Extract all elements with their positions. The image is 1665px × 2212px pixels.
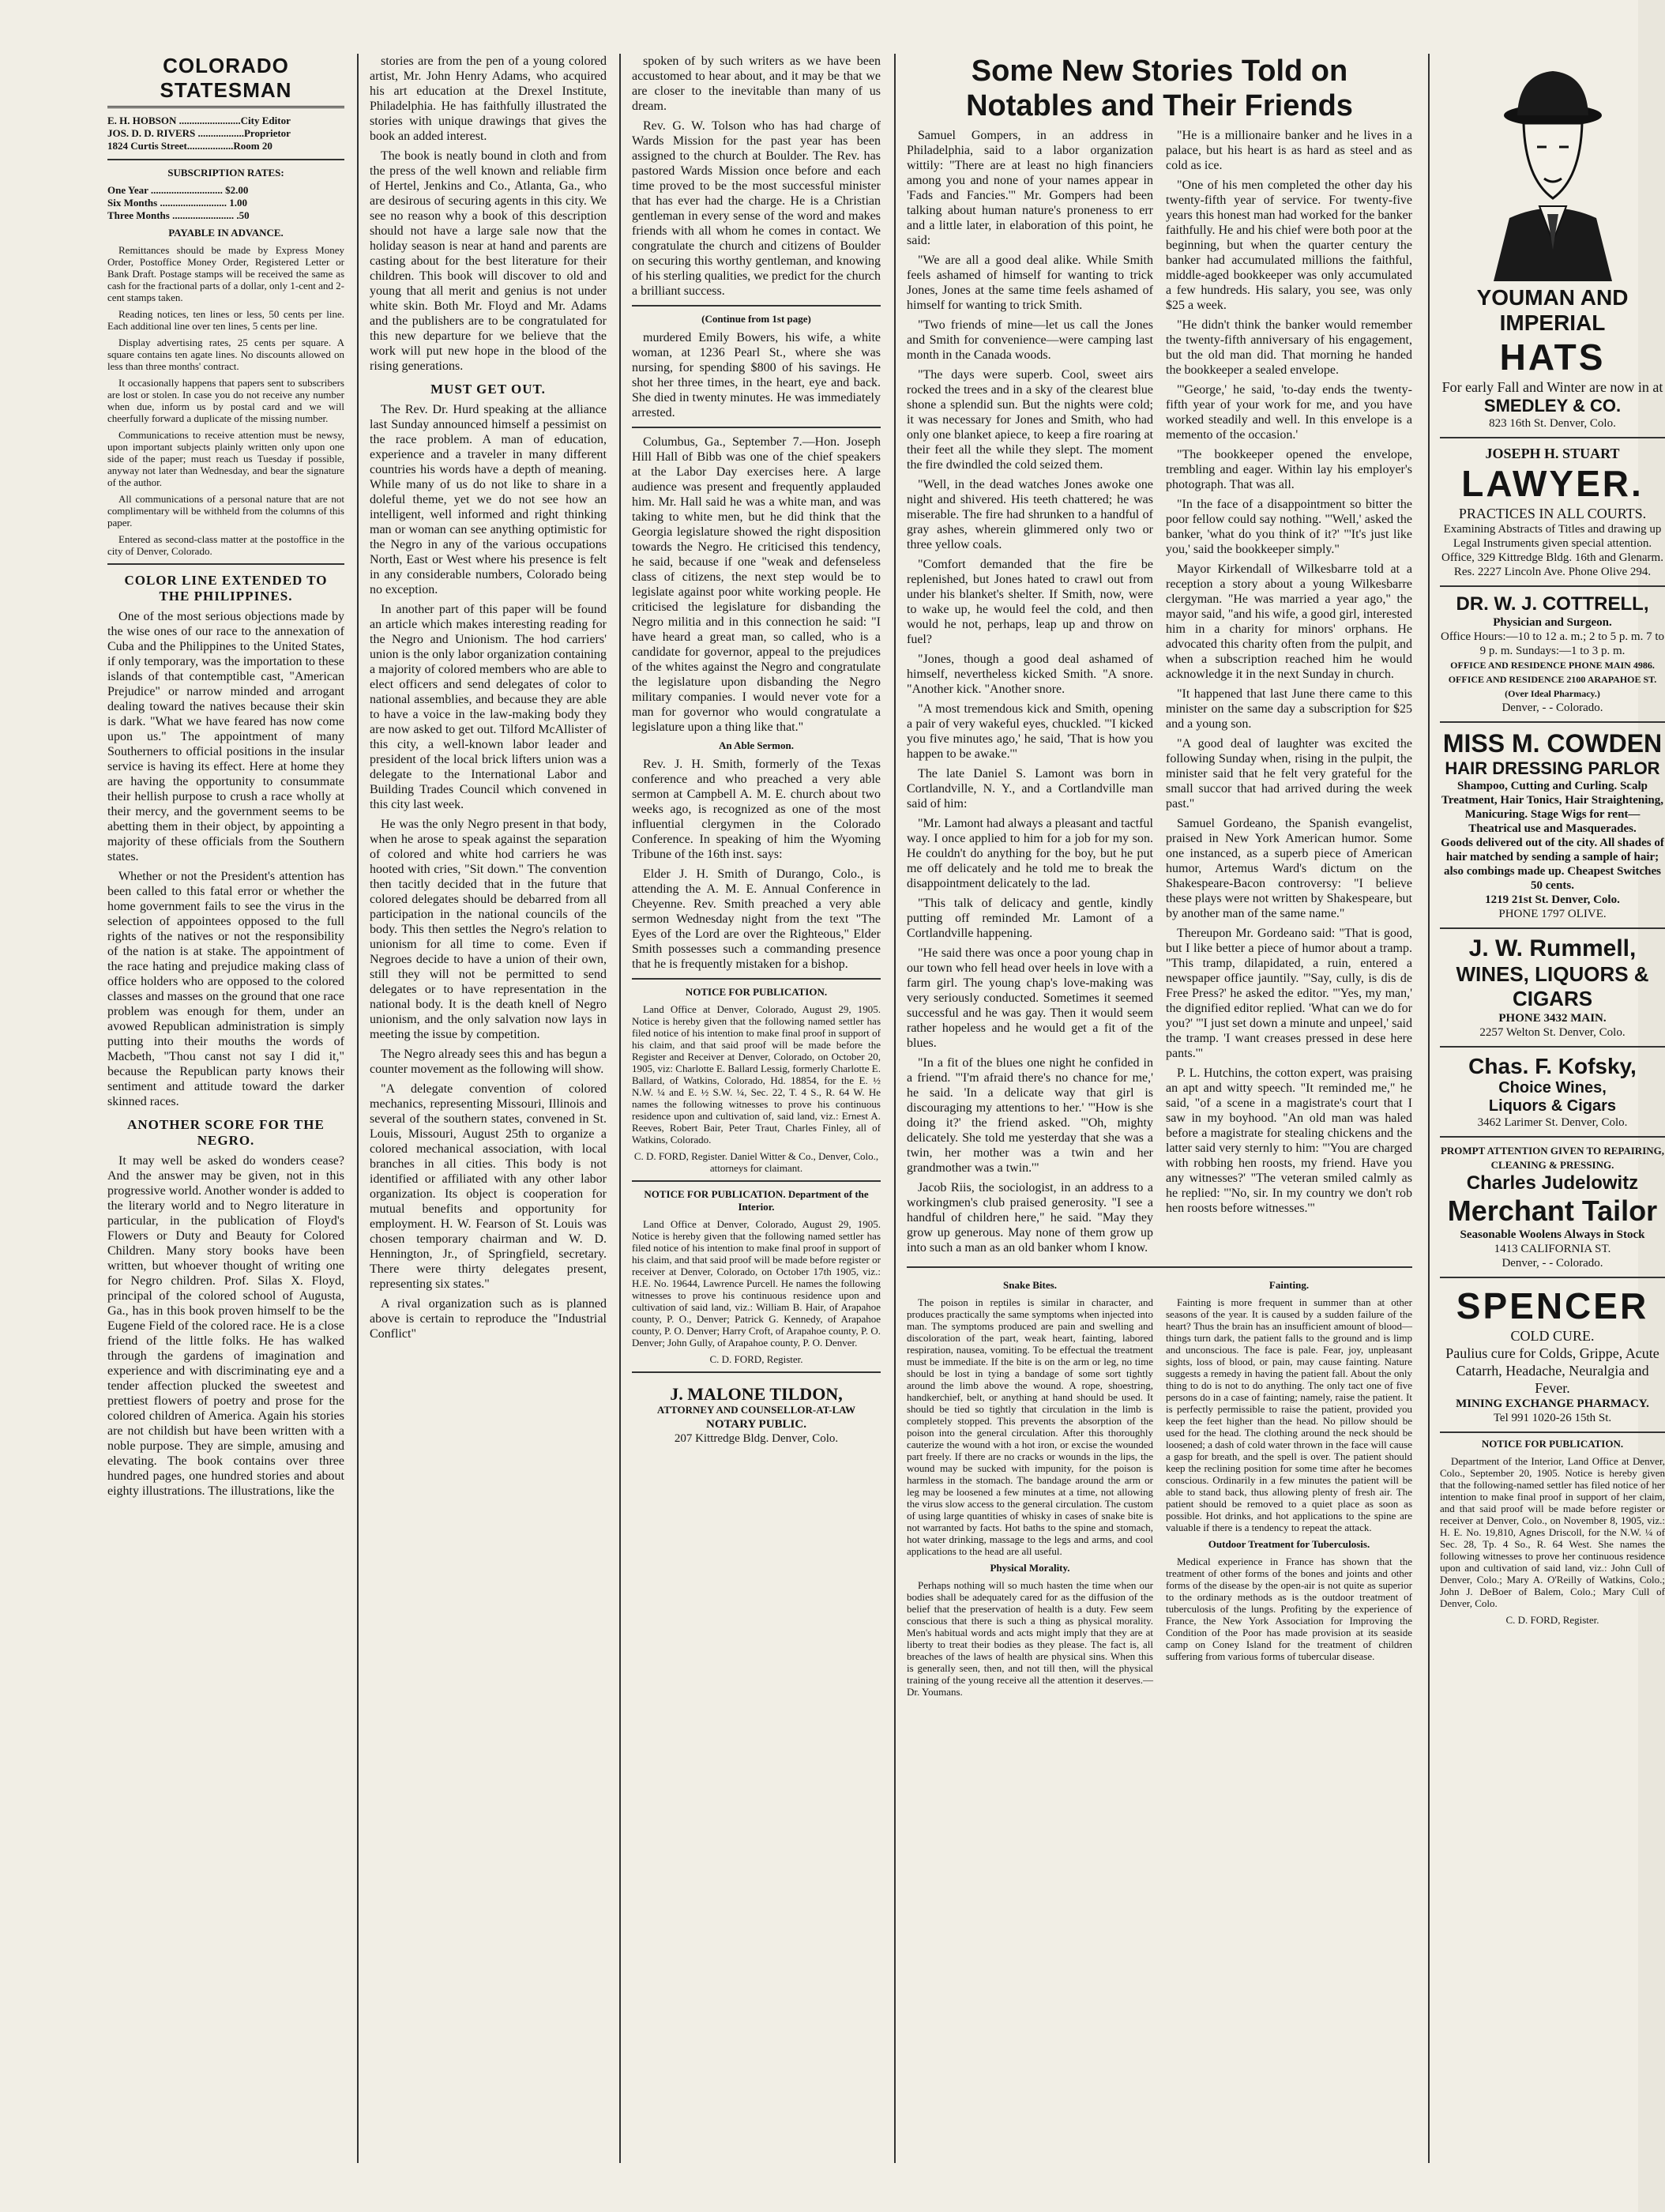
ad-text: Physician and Surgeon. [1493,616,1612,629]
continued-note: (Continue from 1st page) [701,313,811,325]
story-paragraph: "He is a millionaire banker and he lives in a palace, but his heart is as hard as steel and as cold as ice. [1166,129,1412,172]
ad-text: COLD CURE. [1510,1328,1595,1344]
liquor-ad [1440,1048,1665,1138]
article-paragraph: The poison in reptiles is similar in character, and produces practically the same symptoms when injected into man. The symptoms produced are pain and swelling and discoloration of the part, weak heart, fainting, labored respiration, nausea, vomiting. To be effectual the treatment must be immediate. If the bite is on the arm or leg, no time should be lost in tying a bandage of some sort tightly around the limb above the wound. A rope, shoestring, handkerchief, belt, or anything at hand should be used. It should be tied so tightly that circulation in the limb is completely stopped. This prevents the absorption of the poison into the general circulation. After this thoroughly cauterize the wound with a hot iron, or excise the wounded part freely. If there are no cracks or wounds in the lips, the wound may be sucked with impunity, for the poison is harmless in the stomach. The bandage around the arm or leg may be loosened a few minutes at a time, not allowing the virus slow access to the general circulation. The custom of using large quantities of whisky in cases of snake bite is not warranted by facts. Hot baths to the spine and stomach, hot water drinking, massage to the legs and arms, and cool applications to the head are all useful. [907,1296,1153,1557]
story-paragraph: Mayor Kirkendall of Wilkesbarre told at a reception a story about a young Wilkesbarre clergyman. "He was married a year ago," the mayor said, "and his wife, a good girl, interested him in a charity for minors' orphans. He advocated this charity often from the pulpit, and when a subscription reached him he would acknowledge it in the next Sunday in church. [1166,562,1412,681]
tailor-ad [1440,1138,1665,1278]
article-paragraph: One of the most serious objections made by the wise ones of our race to the annexation of Cuba and the Philippines to the United States, if only temporary, was the importation to these islands of that contemptible cast, "American Prejudice" or narrow minded and arrogant dealing toward the natives because their skin is dark. "What we have feared has now come upon us." The appointment of many Southerners to official positions in the insular service is having its effect. Here at home they are having the opportunity to consummate their hellish purpose to crush a race wholly at their mercy, and the government seems to be abetting them in their object, by appointing a majority of these officials from the Southern states. [107,610,344,863]
notice-heading: NOTICE FOR PUBLICATION. [685,986,828,998]
article-paragraph: The book is neatly bound in cloth and from the press of the well known and reliable firm of Hertel, Jenkins and Co., Atlanta, Ga., who are desirous of securing agents in this city. We see no reason why a book of this description should not have a large sale now that the holiday season is near at hand and parents are casting about for the best literature for their children. This book will discover to old and young that all merit and genius is not under white skin. Both Mr. Floyd and Mr. Adams and the publishers are to be congratulated for this new departure for we believe that the work will put new hope in the blood of the rising generations. [370,149,607,373]
column-3 [632,54,881,1452]
article-paragraph: Fainting is more frequent in summer than at other seasons of the year. It is caused by a sudden failure of the heart? Thus the brain has an insufficient amount of blood—things turn dark, the patient falls to the ground and is limp and unconscious. The face is pale. Fear, joy, unpleasant sights, loss of blood, or pain, may cause fainting. Nature suggests a remedy in having the patient fall. About the only thing to do is not to do anything. The only tact one of five persons do in a case of fainting; namely, raise the patient. It is perfectly permissible to raise the patient, provided you keep the feet higher than the head. No pillow should be used for the head. The clothing around the neck should be loosened; a dash of cold water thrown in the face will cause a gasp for breath, and the spell is over. The patient should keep the reclining position for some time after he becomes conscious. Ordinarily in a few minutes the patient will be able to stand back, thus allowing plenty of fresh air. The patient should be removed to a quiet place as soon as possible. Hot drinks, and hot applications to the spine are valuable if there is a tendency to repeat the attack. [1166,1296,1412,1533]
article-paragraph: The Negro already sees this and has begun a counter movement as the following will show. [370,1048,607,1076]
story-paragraph: Jacob Riis, the sociologist, in an address to a workingmen's club praised generosity. "I see a handful of children here," he said. "May they grow up generous. May none of them grow up into such a man as an old banker whom I know. [907,1181,1153,1255]
divider [632,1180,881,1182]
notice-text: Remittances should be made by Express Money Order, Postoffice Money Order, Registered Letter or Bank Draft. Postage stamps will be received the same as cash for the fractional parts of a dollar, only 1-cent and 2-cent stamps taken. [107,244,344,303]
article-paragraph: Elder J. H. Smith of Durango, Colo., is attending the A. M. E. Annual Conference in Cheyenne. Rev. Smith preached a very able sermon Wednesday night from the text "The Eyes of the Lord are over the Righteous," Elder Smith possesses such a commanding presence that he is frequently mistaken for a bishop. [632,867,881,971]
feature-right [1166,128,1412,1260]
masthead-title: COLORADO STATESMAN [107,54,344,108]
article-paragraph: Columbus, Ga., September 7.—Hon. Joseph Hill Hall of Bibb was one of the chief speakers at the Labor Day exercises here. A large audience was present and frequently applauded him. Mr. Hall said he was a white man, and was taking to white men, but he did think that the Georgia legislature showed the right disposition towards the Negro. He criticised this tendency, he said, because if one "weak and defenseless class of citizens, the next step would be to legislate against poor white working people. He criticised the legislature for disbanding the Negro militia and in this connection he said: "I have heard a great man, so called, who is a candidate for governor, appeal to the prejudices of the whites against the Negro and congratulate the legislature upon disbanding the Negro military companies. I would never vote for a man for governor who would congratulate a legislature upon a thing like that." [632,435,881,734]
ad-heading: YOUMAN AND IMPERIAL [1476,285,1629,335]
feature-columns [907,128,1412,1260]
ad-address: Office, 329 Kittredge Bldg. 16th and Glenarm. Res. 2227 Lincoln Ave. Phone Olive 294. [1441,551,1663,578]
ad-text: Seasonable Woolens Always in Stock [1460,1228,1645,1241]
article-paragraph: The Rev. Dr. Hurd speaking at the alliance last Sunday announced himself a pessimist on the race problem. A man of education, experience and a traveler in many different countries his words have a depth of meaning. While many of us do not like to share in a doleful theme, yet we do not see how an intelligent, well informed and right thinking man or woman can see anything optimistic for the Negro in any of the various occupations North, East or West where his presence is felt in any considerable numbers, Colorado being no exception. [370,403,607,596]
story-paragraph: Samuel Gompers, in an address in Philadelphia, said to a labor organization wittily: "There are at least no high financiers among you and none of your names appear in 'Fads and Fancies.'" Mr. Gompers had been talking about human nature's proneness to err and a little later, in elaboration of this point, he said: [907,129,1153,247]
ad-text: Examining Abstracts of Titles and drawing up Legal Instruments given special attention. [1443,523,1662,550]
ad-heading-large: LAWYER. [1461,463,1644,504]
hat-ad [1440,54,1665,438]
divider [107,563,344,565]
legal-notice [632,986,881,1365]
ad-text: PRACTICES IN ALL COURTS. [1458,506,1647,521]
rate-line: Three Months ........................ .50 [107,209,250,221]
cold-cure-ad [1440,1278,1665,1433]
ad-heading: HAIR DRESSING PARLOR [1445,758,1660,778]
story-paragraph: "Jones, though a good deal ashamed of himself, nevertheless kicked Smith. "A snore. "Another kick. "Another snore. [907,653,1153,696]
ad-address: Tel 991 1020-26 15th St. [1493,1412,1612,1424]
article-paragraph: stories are from the pen of a young colored artist, Mr. John Henry Adams, who acquired his art education at the Drexel Institute, Philadelphia. He has faithfully illustrated the stories with unique drawings that gives the book an added interest. [370,55,607,143]
story-paragraph: "'George,' he said, 'to-day ends the twenty-fifth year of your work for me, and you have worked steadily and well. In this envelope is a memento of the occasion.' [1166,383,1412,442]
notice-text: Department of the Interior, Land Office at Denver, Colo., September 20, 1905. Notice is hereby given that the following-named settler has filed notice of her intention to make final proof in support of her claim, and that said proof will be made before register or receiver at Denver, Colo., on November 8, 1905, viz.: H. E. No. 19,810, Agnes Driscoll, for the N.W. ¼ of Sec. 28, Tp. 4 So., R. 64 West. She names the following witnesses to prove her continuous residence upon and cultivation of said land, viz.: John Cull of Denver, Colo.; Mary A. O'Reilly of Watkins, Colo.; John J. DeBoer of Balem, Colo.; Mary Cull of Denver, Colo. [1440,1455,1665,1609]
notice-text: It occasionally happens that papers sent to subscribers are lost or stolen. In case you do not receive any number when due, inform us by postal card and we will cheerfully forward a duplicate of the missing number. [107,377,344,424]
article-heading: MUST GET OUT. [430,382,546,397]
story-paragraph: "A good deal of laughter was excited the following Sunday when, rising in the pulpit, the minister said that he felt very grateful for the small succor that had arrived during the week past." [1166,737,1412,811]
article-paragraph: He was the only Negro present in that body, when he arose to speak against the separation of colored and white hod carriers he was hooted with cries, "Sit down." The convention then tacitly decided that in the future that colored delegates should be debarred from all participation in the national councils of the body. This then settles the Negro's relation to unionism for all time to come. Even if Negroes decide to have a union of their own, still they will not be permitted to send delegates or to have representation in the national body. It is the death knell of Negro unionism, and the only salvation now lays in meeting the issue by competition. [370,818,607,1041]
masthead-notices [107,244,344,557]
ad-address: Denver, - - Colorado. [1502,1257,1603,1270]
physician-ad [1440,587,1665,723]
article-paragraph: A rival organization such as is planned above is certain to reproduce the "Industrial Conflict" [370,1297,607,1341]
notice-text: Display advertising rates, 25 cents per square. A square contains ten agate lines. No discounts allowed on less than three months' contract. [107,337,344,372]
ad-heading-large: SPENCER [1456,1285,1649,1326]
ad-heading: WINES, LIQUORS & CIGARS [1456,962,1649,1010]
divider [907,1266,1412,1268]
masthead-editor: E. H. HOBSON ........................City Editor [107,115,291,126]
article-paragraph: "A delegate convention of colored mechanics, representing Missouri, Illinois and several of the southern states, convened in St. Louis, Missouri, August 25th to organize a colored mechanical association, with local branches in all cities. This body is not identified or affiliated with any other labor organization. Its object is cooperation for mutual benefits and opportunity for employment. H. W. Fearson of St. Louis was chosen temporary chairman and W. D. Hennington, Jr., of Springfield, secretary. There were thirty delegates present, representing six states." [370,1082,607,1291]
notice-signature: C. D. FORD, Register. [709,1353,803,1365]
ad-text: Liquors & Cigars [1488,1097,1617,1115]
article-paragraph: spoken of by such writers as we have been accustomed to hear about, and it may be that we are closer to the inevitable than many of us dream. [632,55,881,113]
column-5-ads [1440,54,1665,1631]
notice-text: All communications of a personal nature that are not complimentary will be withheld from the columns of this paper. [107,493,344,529]
ad-name: Charles Judelowitz [1466,1172,1639,1194]
story-paragraph: "Well, in the dead watches Jones awoke one night and shivered. His teeth chattered; he was miserable. The fire had shrunken to a handful of gray ashes, wherein glimmered only two or three yellow coals. [907,478,1153,551]
attorney-title: ATTORNEY AND COUNSELLOR-AT-LAW [656,1404,856,1416]
legal-notice [1440,1438,1665,1626]
divider [632,978,881,980]
lawyer-ad [1440,438,1665,587]
ad-address: 823 16th St. Denver, Colo. [1489,417,1616,430]
ad-store-name: SMEDLEY & CO. [1483,396,1622,416]
ad-text: Choice Wines, [1498,1079,1607,1097]
health-right [1166,1274,1412,1702]
notice-text: Communications to receive attention must be newsy, upon important subjects plainly written only upon one side of the paper; must reach us Tuesday if possible, anyway not later than Wednesday, and bear the signature of the author. [107,429,344,488]
attorney-card [632,1379,881,1452]
ad-phone: PHONE 1797 OLIVE. [1498,908,1607,920]
subscription-heading: SUBSCRIPTION RATES: [167,167,284,179]
ad-heading-large: HATS [1499,337,1606,378]
article-heading: Fainting. [1268,1279,1310,1291]
story-paragraph: "The bookkeeper opened the envelope, trembling and eager. Within lay his employer's photograph. That was all. [1166,448,1412,491]
payable-note: PAYABLE IN ADVANCE. [168,227,284,239]
column-4 [907,54,1412,1702]
masthead-office: 1824 Curtis Street..................Room 20 [107,140,272,152]
article-paragraph: It may well be asked do wonders cease? And the answer may be given, not in this progressive world. Another wonder is added to the literary world and to Negro literature in particular, in the publication of Floyd's Flowers or Duty and Beauty for Colored Children. Many story books have been written, but whoever thought of writing one for Negro children. Prof. Silas X. Floyd, principal of the colored school of Augusta, Ga., has in this book proven himself to be the Eugene Field of the colored race. He is a close friend of the little folks. He has walked through the gardens of imagination and experience and with discriminating eye and a tender affection plucked the sweetest and prettiest flowers of poetry and prose for the colored children of America. Again his stories are not childish but have been written with a noble purpose. They are simple, amusing and elevating. The book contains over three hundred pages, one hundred stories and about eighty illustrations. The illustrations, like the [107,1154,344,1498]
column-rule [619,54,621,2163]
notary-line: NOTARY PUBLIC. [706,1418,806,1431]
ad-text: For early Fall and Winter are now in at [1441,379,1663,395]
story-paragraph: "In the face of a disappointment so bitter the poor fellow could say nothing. "'Well,' asked the banker, 'what do you think of it?' "'It's just like you,' said the bookkeeper simply." [1166,498,1412,556]
story-paragraph: "Comfort demanded that the fire be replenished, but Jones hated to crawl out from under his blanket's shelter. If Smith, now, were to wake up, he would feel the cold, and then would he not, perhaps, leap up and throw on fuel? [907,558,1153,646]
ad-address: 1219 21st St. Denver, Colo. [1485,893,1620,906]
article-paragraph: In another part of this paper will be found an article which makes interesting reading for the Negro and Unionism. The hod carriers' union is the only labor organization containing a majority of colored members who are able to elect officers and send delegates of color to national assemblies, and because they are able to have a voice in the law-making body they are now asked to get out. Tilford McAllister of this city, a well-known labor leader and president of the local brick lifters union was a delegate to the International Labor and Building Trades Council which convened in this city last week. [370,603,607,811]
article-heading: Outdoor Treatment for Tuberculosis. [1208,1538,1370,1550]
ad-name: J. W. Rummell, [1468,935,1637,961]
article-paragraph: Rev. G. W. Tolson who has had charge of Wards Mission for the past year has been assigned to the church at Boulder. The Rev. has pastored Wards Mission once before and each time proved to be the most successful minister that has ever had the charge. He is a Christian gentleman in every sense of the word and makes friends with all whom he comes in contact. We congratulate the church and citizens of Boulder on securing this worthy gentleman, and knowing of his sterling qualities, we predict for the church a brilliant success. [632,119,881,298]
article-paragraph: Whether or not the President's attention has been called to this fatal error or whether the home government fails to see the virus in the selection of appointees opposed to the full rights of the natives or not the responsibility of the nation is at stake. The appointment of the race hating and prejudice making class of office holders who are opposed to the colored classes and masses on the ground that one race problem was enough for them, under an avowed Republican administration is simply putting into their mouths the words of Macbeth, "Thou canst not say I did it," because the Republican party knows their sentiment and attitude toward the darker skinned races. [107,870,344,1108]
wine-ad [1440,929,1665,1048]
story-paragraph: "A most tremendous kick and Smith, opening a pair of very wakeful eyes, chuckled. "'I kicked you five minutes ago,' he said, 'That is how you happen to be awake.'" [907,702,1153,761]
notice-signature: C. D. FORD, Register. [1505,1614,1599,1626]
article-heading: Physical Morality. [990,1562,1070,1574]
story-paragraph: "This talk of delicacy and gentle, kindly putting off reminded Mr. Lamont of a Cortlandville happening. [907,897,1153,940]
masthead-proprietor: JOS. D. D. RIVERS ..................Proprietor [107,127,291,139]
rate-line: Six Months .......................... 1.00 [107,197,247,209]
story-paragraph: "One of his men completed the other day his twenty-fifth year of service. For twenty-five years this honest man had worked for the banker faithfully. He and his chief were both poor at the beginning, but when the quarter century the banker had accumulated millions the faithful, middle-aged bookkeeper was only accumulated a few hundreds. His salary, you see, was only $25 a week. [1166,179,1412,312]
story-paragraph: Samuel Gordeano, the Spanish evangelist, praised in New York American humor. Some one instanced, as a superb piece of American humor, Artemus Ward's dictum on the Shakespeare-Bacon controversy: "I believe these plays were not written by Shakespeare, but by another man of the same name." [1166,817,1412,920]
article-paragraph: murdered Emily Bowers, his wife, a white woman, at 1236 Pearl St., where she was nursing, for spending $800 of his savings. He shot her three times, in the heart, eye and back. She died in twenty minutes. He was immediately arrested. [632,331,881,419]
article-heading: An Able Sermon. [719,739,794,751]
article-paragraph: Perhaps nothing will so much hasten the time when our bodies shall be adequately cared for as the diffusion of the belief that the preservation of health is a duty. Few seem conscious that there is such a thing as physical morality. Men's habitual words and acts might imply that they are at liberty to treat their bodies as they please. The fact is, all breaches of the laws of health are physical sins. When this is generally seen, then, and not till then, will the physical training of the young receive all the attention it deserves.—Dr. Youmans. [907,1579,1153,1698]
ad-address: 3462 Larimer St. Denver, Colo. [1477,1116,1628,1129]
article-paragraph: Medical experience in France has shown that the treatment of other forms of the bones and joints and other forms of the disease by the open-air is not quite as superior to the ordinary methods as is the outdoor treatment of tuberculosis of the lungs. Profiting by the experience of France, the New York Association for Improving the Condition of the Poor has made provision at its seaside camp on Coney Island for the treatment of children suffering from various forms of tubercular disease. [1166,1556,1412,1662]
story-paragraph: "In a fit of the blues one night he confided in a friend. "'I'm afraid there's no chance for me,' he said. 'In a delicate way that girl is discouraging my attentions to her.' "'How is she doing it?' the friend asked. "'Oh, mighty delicately. She told me yesterday that she was a twin, her mother was a twin and her grandmother was a twin.'" [907,1056,1153,1175]
notice-heading: NOTICE FOR PUBLICATION. [1481,1438,1624,1450]
feature-title: Some New Stories Told on Notables and Their Friends [966,55,1353,122]
notice-signature: C. D. FORD, Register. Daniel Witter & Co., Denver, Colo., attorneys for claimant. [633,1150,879,1174]
story-paragraph: "We are all a good deal alike. While Smith feels ashamed of himself for wanting to trick Jones, Jones at the same time feels ashamed of himself for wanting to trick Smith. [907,254,1153,312]
page-frame [93,54,1665,2163]
column-rule [894,54,896,2163]
ad-text: PROMPT ATTENTION GIVEN TO REPAIRING, CLEANING & PRESSING. [1440,1145,1665,1171]
hairdresser-ad [1440,723,1665,929]
story-paragraph: The late Daniel S. Lamont was born in Cortlandville, N. Y., and a Cortlandville man said of him: [907,767,1153,811]
ad-text: OFFICE AND RESIDENCE PHONE MAIN 4986. OFFICE AND RESIDENCE 2100 ARAPAHOE ST. (Over Ideal Pharmacy.) [1448,660,1657,699]
ad-text: MINING EXCHANGE PHARMACY. [1456,1398,1649,1410]
story-paragraph: "He didn't think the banker would remember the twenty-fifth anniversary of his engagement, but the old man did. That morning he handed the bookkeeper a sealed envelope. [1166,318,1412,377]
story-paragraph: P. L. Hutchins, the cotton expert, was praising an apt and witty speech. "It reminded me," he said, "of a scene in a magistrate's court that I saw in my boyhood. "An old man was haled before a magistrate for stealing chickens and the latter said very sternly to him: "'You are charged with robbing hen roosts, my friend. Have you any witnesses?' "The veteran smiled calmly as he replied: "'No, sir. In my country we don't rob hen roosts before witnesses.'" [1166,1066,1412,1215]
attorney-address: 207 Kittredge Bldg. Denver, Colo. [674,1432,839,1445]
story-paragraph: Thereupon Mr. Gordeano said: "That is good, but I like better a piece of humor about a tramp. "This tramp, dilapidated, a ruin, entered a newspaper office jauntily. "'Say, cully, is dis de Free Press?' he asked the editor. "'Yes, my man,' the dignified editor replied. 'What can we do for you?' "'I just set down a minute and unpeel,' said the tramp. 'I want creases pressed in dese here pants.'" [1166,927,1412,1060]
bowler-hat-portrait-icon [1462,60,1644,281]
ad-text: Paulius cure for Colds, Grippe, Acute Catarrh, Headache, Neuralgia and Fever. [1445,1345,1659,1396]
article-heading: ANOTHER SCORE FOR THE NEGRO. [127,1117,325,1148]
story-paragraph: "Two friends of mine—let us call the Jones and Smith for convenience—were camping last month in the Canada woods. [907,318,1153,362]
rate-line: One Year ............................ $2.00 [107,184,249,196]
health-left [907,1274,1153,1702]
notice-text: Reading notices, ten lines or less, 50 cents per line. Each additional line over ten lines, 5 cents per line. [107,308,344,332]
notice-text: Land Office at Denver, Colorado, August 29, 1905. Notice is hereby given that the following named settler has filed notice of his intention to make final proof in support of his claim, and that said proof will be made before the Register and Receiver at Denver, Colorado, on October 20, 1905, viz: Charlotte E. Ballard Lessig, formerly Charlotte E. Ballard, of Watkins, Colorado, Hd. 18854, for the E. ½ N.W. ¼ and E. ½ S.W. ¼, Sec. 22, T. 4 S., R. 64 W. He names the following witnesses to prove his continuous residence upon and cultivation of, said land, viz.: Ernest A. Reeves, Robert Bair, Peter Traut, Charles Finley, all of Watkins, Colorado. [632,1003,881,1146]
column-rule [357,54,359,2163]
story-paragraph: "It happened that last June there came to this minister on the same day a subscription for $25 and a young son. [1166,687,1412,731]
divider [107,159,344,160]
ad-name: DR. W. J. COTTRELL, [1456,593,1649,615]
ad-heading-large: Merchant Tailor [1447,1194,1658,1227]
ad-address: Denver, - - Colorado. [1502,702,1603,714]
ad-text: Shampoo, Cutting and Curling. Scalp Treatment, Hair Tonics, Hair Straightening, Manicuring. Stage Wigs for rent—Theatrical use and Masquerades. [1441,780,1663,835]
story-paragraph: "He said there was once a poor young chap in our town who fell head over heels in love with a farm girl. The young chap's love-making was very seriously conducted. Sometimes it seemed successful and he was gay. Then it would seem rather hopeless and he would get a fit of the blues. [907,946,1153,1050]
ad-text: Office Hours:—10 to 12 a. m.; 2 to 5 p. m. 7 to 9 p. m. Sundays:—1 to 3 p. m. [1440,630,1665,657]
feature-left [907,128,1153,1260]
notice-heading: NOTICE FOR PUBLICATION. Department of the Interior. [644,1188,869,1213]
ad-name: JOSEPH H. STUART [1485,446,1620,461]
divider [632,1371,881,1373]
ad-text: Goods delivered out of the city. All shades of hair matched by sending a sample of hair; also combings made up. Cheapest Switches 50 cents. [1441,837,1664,892]
ad-name: Chas. F. Kofsky, [1468,1054,1637,1078]
column-2 [370,54,607,1346]
ad-name: MISS M. COWDEN [1442,729,1663,758]
divider [632,305,881,307]
divider [632,427,881,428]
attorney-name: J. MALONE TILDON, [670,1384,843,1404]
ad-address: 1413 CALIFORNIA ST. [1494,1243,1611,1255]
story-paragraph: "Mr. Lamont had always a pleasant and tactful way. I once applied to him for a job for my son. He couldn't do anything for the boy, but he put me off delicately and he told me to break the disappointment delicately to the lad. [907,817,1153,890]
column-1 [107,54,344,1503]
ad-address: 2257 Welton St. Denver, Colo. [1479,1026,1626,1039]
health-columns [907,1274,1412,1702]
ad-phone: PHONE 3432 MAIN. [1498,1012,1607,1025]
article-paragraph: Rev. J. H. Smith, formerly of the Texas conference and who preached a very able sermon at Campbell A. M. E. church about two weeks ago, is recognized as one of the most influential clergymen in the Colorado Conference. In speaking of him the Wyoming Tribune of the 16th inst. says: [632,758,881,861]
notice-text: Land Office at Denver, Colorado, August 29, 1905. Notice is hereby given that the following named settler has filed notice of his intention to make final proof in support of his claim, and that said proof will be made before register or receiver at Denver, Colorado, on October 17th 1905, viz.: H.E. No. 19644, Lawrence Purcell. He names the following witnesses to prove his continuous residence upon and cultivation of said land, viz.: William B. Hair, of Arapahoe county, P. O., Denver; Patrick G. Kennedy, of Arapahoe county, P. O. Denver; Harry Croft, of Arapahoe county, P. O. Denver; John Gully, of Arapahoe county, P. O. Denver. [632,1218,881,1349]
article-heading: COLOR LINE EXTENDED TO THE PHILIPPINES. [124,573,328,604]
notice-text: Entered as second-class matter at the postoffice in the city of Denver, Colorado. [107,533,344,557]
story-paragraph: "The days were superb. Cool, sweet airs rocked the trees and in a sky of the clearest blue shone a splendid sun. But the nights were cold; it was necessary for Jones and Smith, who had only one blanket apiece, to keep a fire roaring at their feet all the while they slept. The moment the fire dwindled the cold seized them. [907,368,1153,472]
article-heading: Snake Bites. [1003,1279,1057,1291]
column-rule [1428,54,1430,2163]
